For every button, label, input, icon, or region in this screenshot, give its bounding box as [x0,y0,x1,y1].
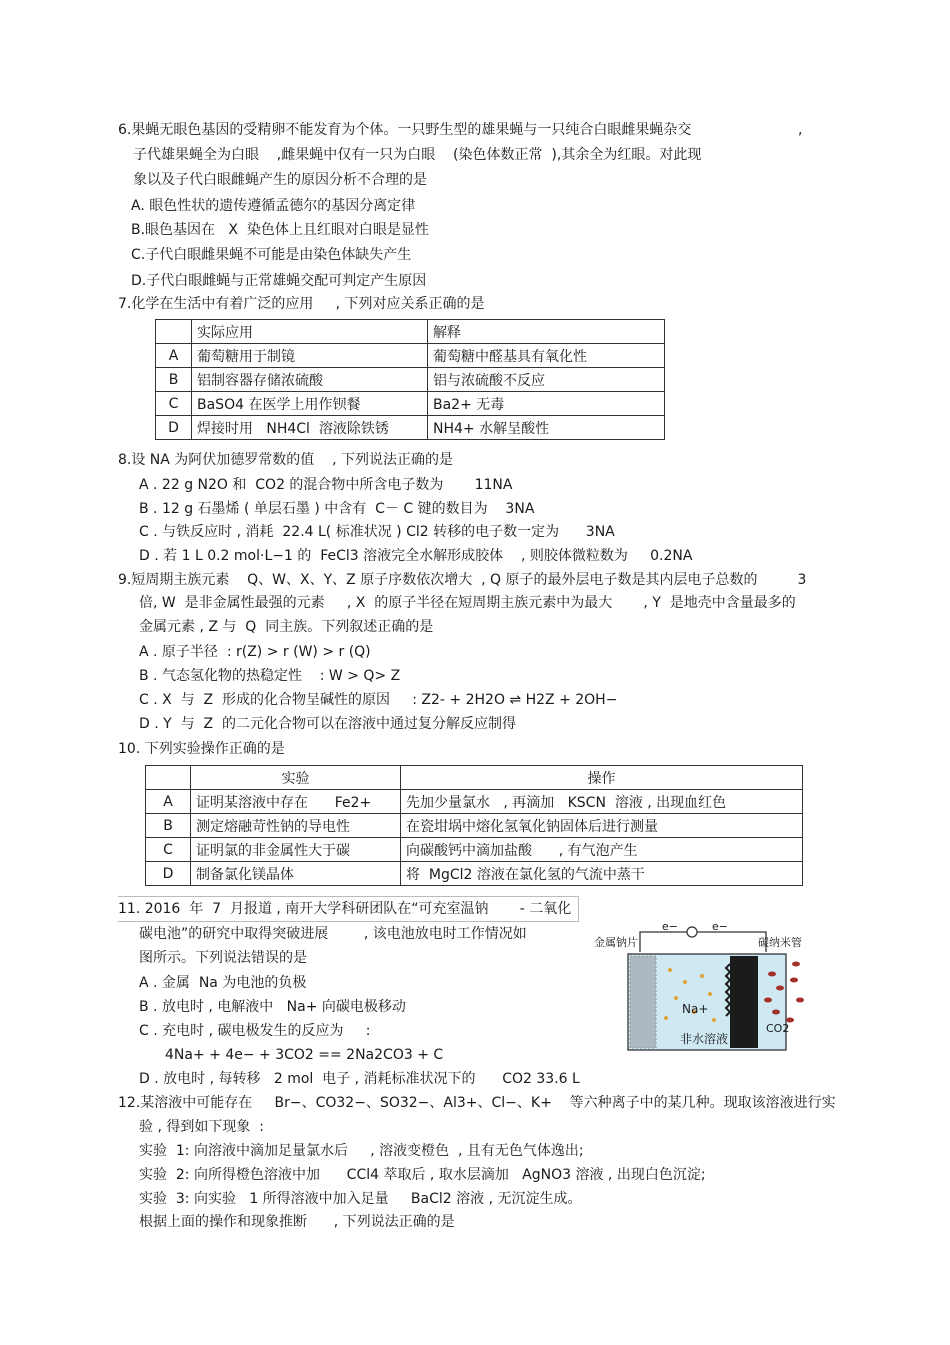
sodium-electrode [630,956,656,1048]
table-row [156,344,665,368]
table-cell: 实际应用 [192,320,428,344]
q11-stem-line2: 碳电池”的研究中取得突破进展 , 该电池放电时工作情况如 [139,926,527,942]
q10-table [145,765,803,886]
table-cell: 测定熔融苛性钠的导电性 [191,814,401,838]
table-cell: 葡萄糖中醛基具有氧化性 [428,344,665,368]
table-header-row [146,766,803,790]
q12-experiment-2: 实验 2: 向所得橙色溶液中加 CCl4 萃取后 , 取水层滴加 AgNO3 溶液 , 出现白色沉淀; [139,1167,706,1183]
table-cell: 向碳酸钙中滴加盐酸 , 有气泡产生 [401,838,803,862]
q6-stem-line2: 子代雄果蝇全为白眼 ,雌果蝇中仅有一只为白眼 (染色体数正常 ),其余全为红眼。对此现 [133,147,702,163]
table-row [156,416,665,440]
battery-diagram [590,920,815,1060]
q9-stem-line3: 金属元素 , Z 与 Q 同主族。下列叙述正确的是 [139,619,434,635]
table-row [146,862,803,886]
table-row [146,838,803,862]
table-cell [146,766,191,790]
carbon-nanotube-electrode [730,956,758,1048]
q9-option-c: C . X 与 Z 形成的化合物呈碱性的原因 : Z2- + 2H2O ⇌ H2Z + 2OH− [139,692,618,708]
bulb-icon [687,927,697,937]
q10-stem: 10. 下列实验操作正确的是 [118,741,285,757]
q6-stem-line1-tail: , [798,122,803,138]
q11-option-c-equation: 4Na+ + 4e− + 3CO2 == 2Na2CO3 + C [165,1047,444,1063]
q6-stem-line3: 象以及子代白眼雌蝇产生的原因分析不合理的是 [133,172,427,188]
q6-option-c: C.子代白眼雌果蝇不可能是由染色体缺失产生 [131,247,412,263]
table-cell: 实验 [191,766,401,790]
q12-stem-line2: 验 , 得到如下现象 : [139,1119,264,1135]
q11-stem-line3: 图所示。下列说法错误的是 [139,950,307,966]
table-row [156,392,665,416]
q11-stem-line1: 11. 2016 年 7 月报道 , 南开大学科研团队在“可充室温钠 - 二氧化 [118,901,572,917]
sodium-ion-label: Na+ [682,1002,709,1016]
table-row [146,814,803,838]
q11-option-b: B . 放电时 , 电解液中 Na+ 向碳电极移动 [139,999,406,1015]
q8-option-c: C . 与铁反应时 , 消耗 22.4 L( 标准状况 ) Cl2 转移的电子数一定为 3NA [139,524,615,540]
table-cell: 先加少量氯水 , 再滴加 KSCN 溶液 , 出现血红色 [401,790,803,814]
q11-option-d: D . 放电时 , 每转移 2 mol 电子 , 消耗标准状况下的 CO2 33.6 L [139,1071,580,1087]
q7-stem: 7.化学在生活中有着广泛的应用 , 下列对应关系正确的是 [118,296,485,312]
table-cell: 操作 [401,766,803,790]
table-cell: D [146,862,191,886]
q6-stem-line1: 6.果蝇无眼色基因的受精卵不能发育为个体。一只野生型的雄果蝇与一只纯合白眼雌果蝇杂交 [118,122,692,138]
table-cell: 在瓷坩埚中熔化氢氧化钠固体后进行测量 [401,814,803,838]
table-cell: 解释 [428,320,665,344]
solution-label: 非水溶液 [680,1032,729,1046]
q6-option-d: D.子代白眼雌蝇与正常雄蝇交配可判定产生原因 [131,273,427,289]
table-cell: 将 MgCl2 溶液在氯化氢的气流中蒸干 [401,862,803,886]
table-cell: BaSO4 在医学上用作钡餐 [192,392,428,416]
q9-option-b: B . 气态氢化物的热稳定性 : W > Q> Z [139,668,401,684]
table-cell: 铝制容器存储浓硫酸 [192,368,428,392]
table-cell: B [156,368,192,392]
table-cell [156,320,192,344]
carbon-nanotube-label: 碳纳米管 [758,936,802,949]
q9-stem-line1: 9.短周期主族元素 Q、W、X、Y、Z 原子序数依次增大 , Q 原子的最外层电子数是其内层电子总数的 3 [118,572,807,588]
table-cell: 证明某溶液中存在 Fe2+ [191,790,401,814]
table-row [156,368,665,392]
q8-stem: 8.设 NA 为阿伏加德罗常数的值 , 下列说法正确的是 [118,452,454,468]
q8-option-b: B . 12 g 石墨烯 ( 单层石墨 ) 中含有 C－ C 键的数目为 3NA [139,501,535,517]
sodium-sheet-label: 金属钠片 [594,936,638,949]
q11-line-frame [118,896,579,922]
table-cell: B [146,814,191,838]
q9-stem-line2: 倍, W 是非金属性最强的元素 , X 的原子半径在短周期主族元素中为最大 , Y 是地壳中含量最多的 [139,595,796,611]
co2-label: CO2 [766,1022,790,1035]
table-cell: Ba2+ 无毒 [428,392,665,416]
q12-experiment-1: 实验 1: 向溶液中滴加足量氯水后 , 溶液变橙色 , 且有无色气体逸出; [139,1143,584,1159]
q12-experiment-3: 实验 3: 向实验 1 所得溶液中加入足量 BaCl2 溶液 , 无沉淀生成。 [139,1191,582,1207]
table-cell: 证明氯的非金属性大于碳 [191,838,401,862]
q6-option-b: B.眼色基因在 X 染色体上且红眼对白眼是显性 [131,222,429,238]
table-cell: 葡萄糖用于制镜 [192,344,428,368]
q8-option-d: D . 若 1 L 0.2 mol·L−1 的 FeCl3 溶液完全水解形成胶体 , 则胶体微粒数为 0.2NA [139,548,693,564]
q12-stem-line1: 12.某溶液中可能存在 Br−、CO32−、SO32−、Al3+、Cl−、K+ 等六种离子中的某几种。现取该溶液进行实 [118,1095,836,1111]
circuit-wire [640,932,766,952]
q7-table [155,319,665,440]
table-cell: 铝与浓硫酸不反应 [428,368,665,392]
q11-option-a: A . 金属 Na 为电池的负极 [139,975,307,991]
q8-option-a: A . 22 g N2O 和 CO2 的混合物中所含电子数为 11NA [139,477,513,493]
table-cell: C [146,838,191,862]
table-row [146,790,803,814]
table-cell: 制备氯化镁晶体 [191,862,401,886]
table-cell: NH4+ 水解呈酸性 [428,416,665,440]
table-cell: 焊接时用 NH4Cl 溶液除铁锈 [192,416,428,440]
electron-label-2: e− [712,920,728,933]
electron-label-1: e− [662,920,678,933]
table-cell: A [156,344,192,368]
table-cell: C [156,392,192,416]
q12-conclusion-prompt: 根据上面的操作和现象推断 , 下列说法正确的是 [139,1214,455,1230]
q11-option-c: C . 充电时 , 碳电极发生的反应为 : [139,1023,371,1039]
q9-option-a: A . 原子半径 : r(Z) > r (W) > r (Q) [139,644,371,660]
q6-option-a: A. 眼色性状的遗传遵循孟德尔的基因分离定律 [131,198,416,214]
table-header-row [156,320,665,344]
table-cell: D [156,416,192,440]
q9-option-d: D . Y 与 Z 的二元化合物可以在溶液中通过复分解反应制得 [139,716,516,732]
table-cell: A [146,790,191,814]
